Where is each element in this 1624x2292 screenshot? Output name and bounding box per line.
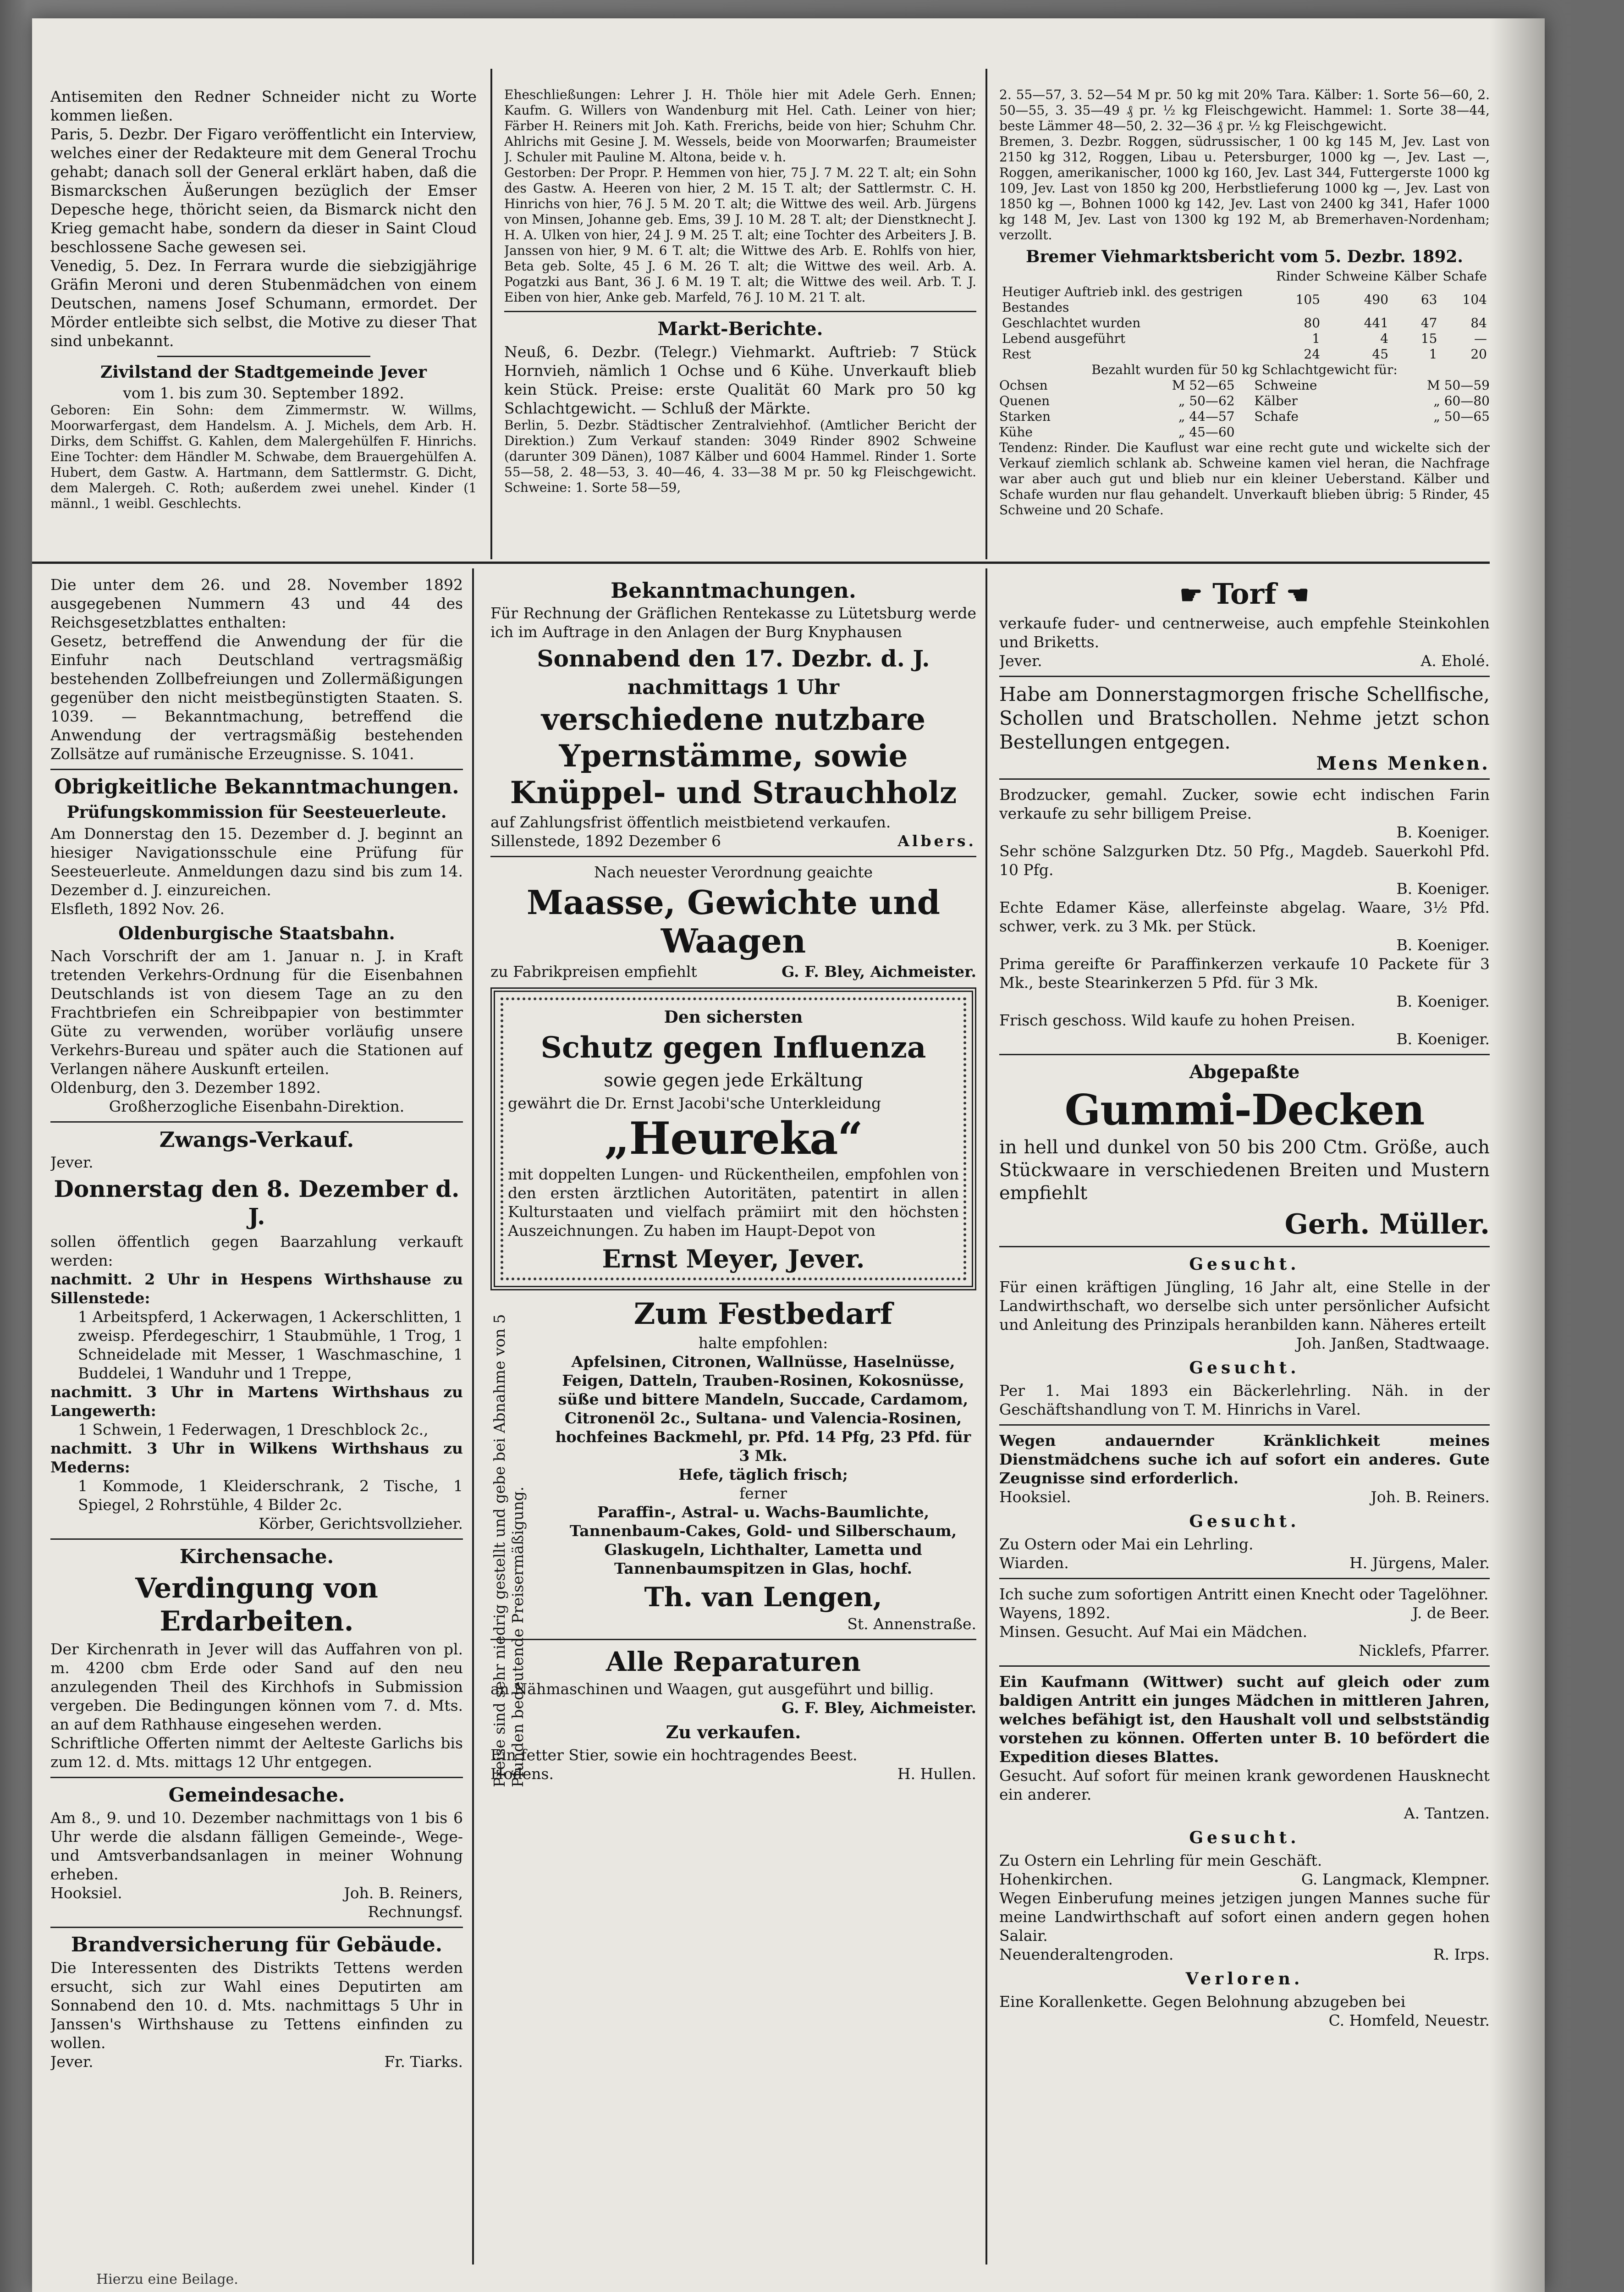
civil-subheading: vom 1. bis zum 30. September 1892. — [123, 384, 404, 402]
koeniger-signature: B. Koeniger. — [1396, 936, 1490, 954]
prices-left — [999, 378, 1235, 440]
animal: Kälber — [1254, 393, 1298, 408]
auction-terms: auf Zahlungsfrist öffentlich meistbietend verkaufen. — [490, 813, 891, 831]
civil-heading: Zivilstand der Stadtgemeinde Jever — [100, 363, 427, 382]
exam-commission-heading: Prüfungskommission für Seesteuerleute. — [66, 803, 447, 822]
forced-sale-date: Donnerstag den 8. Dezember d. J. — [54, 1175, 460, 1230]
divider — [999, 1246, 1490, 1247]
heureka-line: gewährt die Dr. Ernst Jacobi'sche Unterkleidung — [508, 1094, 881, 1112]
lost-signature: C. Homfeld, Neuestr. — [1328, 2011, 1490, 2029]
table-header: Kälber — [1394, 269, 1437, 284]
price: M 52—65 — [1172, 378, 1235, 393]
market-report-neuss: Neuß, 6. Dezbr. (Telegr.) Viehmarkt. Auftrieb: 7 Stück Hornvieh, nämlich 1 Ochse und 6 Kühe. Unverkauft blieb kein Stück. Preise: erste Qualität 60 Mark pro 50 kg Schlachtgewicht. — Schluß der Märkte. — [504, 343, 976, 417]
wanted-place: Wiarden. — [999, 1554, 1069, 1572]
cattle-table — [999, 269, 1490, 362]
heureka-sub: sowie gegen jede Erkältung — [604, 1070, 863, 1091]
column-rule — [490, 69, 492, 559]
koeniger-ad: Prima gereifte 6r Paraffinkerzen verkaufe 10 Packete für 3 Mk., beste Stearinkerzen 5 Pfd. für 3 Mk. — [999, 955, 1490, 992]
measures-signature: G. F. Bley, Aichmeister. — [782, 963, 976, 981]
divider — [999, 1424, 1490, 1426]
wanted-sign-row — [999, 1603, 1490, 1622]
marriages: Eheschließungen: Lehrer J. H. Thöle hier mit Adele Gerh. Ennen; Kaufm. G. Willers von Wandenburg mit Hel. Cath. Leiner von hier; Färber H. Reiners mit Joh. Kath. Frerichs, beide von hier; Schuhm Chr. Ahlrichs mit Gesine J. M. Wessels, beide von Moorwarfen; Braumeister J. Schuler mit Pauline M. Altona, beide v. h. — [504, 87, 976, 165]
wanted-heading: Gesucht. — [1189, 1828, 1300, 1847]
divider — [50, 769, 463, 770]
wanted-signature: J. de Beer. — [1412, 1604, 1490, 1622]
fire-insurance-place: Jever. — [50, 2053, 94, 2071]
wanted-place: Hooksiel. — [999, 1488, 1071, 1506]
section-rule — [32, 562, 1490, 564]
repairs-signature: G. F. Bley, Aichmeister. — [782, 1699, 976, 1717]
price: „ 50—62 — [1178, 393, 1235, 408]
festbedarf-side-note: Preise sind sehr niedrig gestellt und gebe bei Abnahme von 5 Pfunden bedeutende Preisermäßigung. — [490, 1314, 527, 1787]
repairs-heading: Alle Reparaturen — [606, 1646, 861, 1677]
divider — [999, 1054, 1490, 1055]
rubber-pre: Abgepaßte — [1189, 1061, 1300, 1083]
divider — [999, 676, 1490, 677]
wanted-place: Wayens, 1892. — [999, 1604, 1111, 1622]
festbedarf-sub: halte empfohlen: — [698, 1334, 828, 1352]
for-sale-text: Ein fetter Stier, sowie ein hochtragendes Beest. — [490, 1746, 858, 1764]
heureka-pre: Den sichersten — [664, 1008, 803, 1027]
divider — [50, 1927, 463, 1928]
fire-insurance-sign-row — [50, 2052, 463, 2071]
heureka-name: „Heureka“ — [604, 1113, 863, 1164]
wanted-signature: H. Jürgens, Maler. — [1349, 1554, 1490, 1572]
wanted-text: Zu Ostern ein Lehrling für mein Geschäft. — [999, 1851, 1322, 1869]
auction-intro: Für Rechnung der Gräflichen Rentekasse zu Lütetsburg werde ich im Auftrage in den Anlagen der Burg Knyphausen — [490, 604, 976, 641]
announcements-heading: Bekanntmachungen. — [611, 578, 856, 603]
table-row — [999, 331, 1490, 347]
bailiff-signature: Körber, Gerichtsvollzieher. — [259, 1515, 463, 1532]
lost-heading: Verloren. — [1185, 1969, 1304, 1989]
festbedarf-shop: Th. van Lengen, — [644, 1581, 882, 1613]
koeniger-ad: Echte Edamer Käse, allerfeinste abgelag. Waare, 3½ Pfd. schwer, verk. zu 3 Mk. per Stück. — [999, 898, 1490, 935]
auction-items: 1 Arbeitspferd, 1 Ackerwagen, 1 Ackerschlitten, 1 zweisp. Pferdegeschirr, 1 Staubmühle, 1 Trog, 1 Schneidelade mit Messer, 1 Waschmaschine, 1 Buddelei, 1 Wanduhr und 1 Treppe, — [78, 1308, 463, 1382]
wanted-sign-row — [999, 1488, 1490, 1506]
table-row — [999, 284, 1490, 315]
table-header: Rinder — [1276, 269, 1321, 284]
peat-heading-row — [999, 577, 1490, 612]
rubber-heading: Gummi-Decken — [1064, 1085, 1425, 1135]
festbedarf-items-2: Paraffin-, Astral- u. Wachs-Baumlichte, Tannenbaum-Cakes, Gold- und Silberschaum, Glaskugeln, Lichthalter, Lametta und Tannenbaumspitzen in Glas, hochf. — [569, 1503, 957, 1577]
table-cell: 1 — [1312, 331, 1321, 346]
auction-items: 1 Kommode, 1 Kleiderschrank, 2 Tische, 1 Spiegel, 2 Rohrstühle, 4 Bilder 2c. — [78, 1477, 463, 1514]
wanted-text: Gesucht. Auf sofort für meinen krank gewordenen Hausknecht ein anderer. — [999, 1767, 1490, 1803]
divider — [490, 1639, 976, 1640]
table-cell: 20 — [1470, 347, 1487, 362]
peat-sign-row — [999, 651, 1490, 670]
auction-location: nachmitt. 2 Uhr in Hespens Wirthshause zu Sillenstede: — [50, 1270, 463, 1307]
festbedarf-items: Apfelsinen, Citronen, Wallnüsse, Haselnüsse, Feigen, Datteln, Trauben-Rosinen, Kokosnüsse, süße und bittere Mandeln, Succade, Cardamom, Citronenöl 2c., Sultana- und Valencia-Rosinen, hochfeines Backmehl, pr. Pfd. 14 Pfg, 23 Pfd. für 3 Mk. — [555, 1353, 971, 1465]
wanted-signature: Joh. B. Reiners. — [1371, 1488, 1490, 1506]
news-item: Venedig, 5. Dez. In Ferrara wurde die siebzigjährige Gräfin Meroni und deren Stubenmädchen von einem Deutschen, namens Josef Schumann, ermordet. Der Mörder entleibte sich selbst, die Motive zu dieser That sind unbekannt. — [50, 257, 477, 350]
wanted-text: Wegen Einberufung meines jetzigen jungen Mannes suche für meine Landwirthschaft auf sofort einen andern gegen hohen Salair. — [999, 1889, 1490, 1945]
news-item: Antisemiten den Redner Schneider nicht zu Worte kommen ließen. — [50, 88, 477, 124]
column-rule — [985, 69, 987, 559]
wanted-signature: Joh. Janßen, Stadtwaage. — [1296, 1334, 1490, 1352]
koeniger-ad: Frisch geschoss. Wild kaufe zu hohen Preisen. — [999, 1011, 1355, 1029]
divider — [504, 311, 976, 312]
wanted-signature: A. Tantzen. — [1404, 1804, 1490, 1822]
koeniger-ad: Sehr schöne Salzgurken Dtz. 50 Pfg., Magdeb. Sauerkohl Pfd. 10 Pfg. — [999, 842, 1490, 879]
wanted-heading: Gesucht. — [1189, 1255, 1300, 1274]
divider — [490, 856, 976, 857]
divider — [50, 1121, 463, 1123]
municipal-signature: Joh. B. Reiners, — [344, 1884, 463, 1902]
wanted-signature: G. Langmack, Klempner. — [1301, 1870, 1490, 1888]
table-cell: 4 — [1380, 331, 1389, 346]
peat-place: Jever. — [999, 652, 1042, 670]
wanted-place: Hohenkirchen. — [999, 1870, 1113, 1888]
koeniger-signature: B. Koeniger. — [1396, 992, 1490, 1010]
merchant-ad: Ein Kaufmann (Wittwer) sucht auf gleich oder zum baldigen Antritt ein junges Mädchen in mittleren Jahren, welches befähigt ist, den Haushalt voll und selbstständig vorstehen zu können. Offerten unter B. 10 befördert die Expedition dieses Blattes. — [999, 1673, 1490, 1766]
animal: Starken — [999, 409, 1051, 424]
column-1-top — [50, 87, 477, 555]
railway-notice: Nach Vorschrift der am 1. Januar n. J. in Kraft tretenden Verkehrs-Ordnung für die Eisenbahnen Deutschlands ist von diesem Tage an zu den Frachtbriefen ein Schreibpapier von bestimmter Güte zu verwenden, worüber vorläufig unsere Verkehrs-Bureau und später auch die Stationen auf Verlangen nähere Auskunft erteilen. — [50, 947, 463, 1078]
prices-paid — [999, 378, 1490, 440]
railway-signature: Großherzogliche Eisenbahn-Direktion. — [109, 1097, 405, 1115]
auction-items: 1 Schwein, 1 Federwagen, 1 Dreschblock 2c., — [78, 1421, 429, 1438]
heureka-shop: Ernst Meyer, Jever. — [602, 1244, 865, 1273]
table-header-row — [999, 269, 1490, 284]
wanted-signature: Nicklefs, Pfarrer. — [1359, 1642, 1490, 1659]
wanted-heading: Gesucht. — [1189, 1358, 1300, 1377]
table-row — [999, 315, 1490, 331]
table-cell: 24 — [1304, 347, 1321, 362]
rubber-signature: Gerh. Müller. — [1284, 1208, 1490, 1240]
earthwork-heading: Verdingung von Erdarbeiten. — [135, 1572, 378, 1637]
measures-intro: Nach neuester Verordnung geaichte — [594, 863, 873, 881]
civil-register: Geboren: Ein Sohn: dem Zimmermstr. W. Willms, Moorwarfergast, dem Handelsm. A. J. Michels, dem Arb. H. Dirks, dem Schiffst. G. Kahlen, dem Malergehülfen F. Hinrichs. Eine Tochter: dem Händler M. Schwabe, dem Brauergehülfen A. Hubert, dem Gastw. A. Hartmann, dem Sattlermstr. G. Dicht, dem Malergeh. C. Roth; außerdem zwei unehel. Kinder (1 männl., 1 weibl. Geschlechts. — [50, 402, 477, 511]
column-3-top — [999, 87, 1490, 555]
table-cell: Geschlachtet wurden — [1002, 315, 1141, 331]
divider — [999, 1665, 1490, 1667]
wanted-signature: R. Irps. — [1433, 1945, 1490, 1963]
for-sale-heading: Zu verkaufen. — [666, 1722, 801, 1742]
cattle-market-heading: Bremer Viehmarktsbericht vom 5. Dezbr. 1892. — [1026, 247, 1463, 266]
divider — [50, 1538, 463, 1540]
price: „ 60—80 — [1433, 393, 1490, 408]
festbedarf-heading: Zum Festbedarf — [633, 1297, 893, 1331]
heureka-headline: Schutz gegen Influenza — [540, 1030, 926, 1065]
table-cell: 490 — [1364, 292, 1389, 307]
auction-location: nachmitt. 3 Uhr in Wilkens Wirthshaus zu Mederns: — [50, 1439, 463, 1476]
peat-heading: Torf — [1212, 577, 1277, 611]
wanted-text: Zu Ostern oder Mai ein Lehrling. — [999, 1535, 1254, 1553]
column-1-bottom — [50, 575, 463, 2267]
market-tendency: Tendenz: Rinder. Die Kauflust war eine recht gute und wickelte sich der Verkauf ziemlich schlank ab. Schweine kamen viel heran, die Nachfrage war aber auch gut und blieb nur ein kleiner Ueberstand. Kälber und Schafe wurden nur flau gehandelt. Unverkauft blieben übrig: 5 Rinder, 45 Schweine und 20 Schafe. — [999, 440, 1490, 518]
table-cell: 63 — [1420, 292, 1437, 307]
wanted-text: Ich suche zum sofortigen Antritt einen Knecht oder Tagelöhner. — [999, 1585, 1489, 1603]
heureka-text: mit doppelten Lungen- und Rückentheilen, empfohlen von den ersten ärztlichen Autoritäten, patentirt in allen Kulturstaaten und vielfach prämiirt mit den höchsten Auszeichnungen. Zu haben im Haupt-Depot von — [508, 1165, 959, 1240]
municipal-sign-row — [50, 1884, 463, 1902]
wanted-text: Minsen. Gesucht. Auf Mai ein Mädchen. — [999, 1623, 1308, 1641]
table-cell: 47 — [1420, 315, 1437, 331]
divider — [50, 1777, 463, 1778]
table-cell: 80 — [1304, 315, 1321, 331]
wanted-sign-row — [999, 1554, 1490, 1572]
fire-insurance-heading: Brandversicherung für Gebäude. — [71, 1933, 443, 1956]
wanted-text: Wegen andauernder Kränklichkeit meines Dienstmädchens suche ich auf sofort ein anderes. Gute Zeugnisse sind erforderlich. — [999, 1432, 1490, 1487]
exam-signature: Elsfleth, 1892 Nov. 26. — [50, 900, 225, 918]
rubber-text: in hell und dunkel von 50 bis 200 Ctm. Größe, auch Stückwaare in verschiedenen Breiten und Mustern empfiehlt — [999, 1137, 1490, 1204]
price: „ 50—65 — [1433, 409, 1490, 424]
pointing-hand-icon: ☛ — [1286, 580, 1310, 610]
table-header: Schweine — [1326, 269, 1389, 284]
railway-heading: Oldenburgische Staatsbahn. — [118, 923, 395, 943]
municipal-heading: Gemeindesache. — [168, 1784, 345, 1806]
koeniger-ad: Brodzucker, gemahl. Zucker, sowie echt indischen Farin verkaufe zu sehr billigem Preise. — [999, 786, 1490, 822]
forced-sale-heading: Zwangs-Verkauf. — [159, 1127, 354, 1152]
reichsgesetzblatt-contents: Gesetz, betreffend die Anwendung der für die Einfuhr nach Deutschland vertragsmäßig bestehenden Zollbefreiungen und Zollermäßigungen gegenüber den nicht meistbegünstigten Staaten. S. 1039. — Bekanntmachung, betreffend die Anwendung der vertragsmäßig bestehenden Zollsätze auf rumänische Erzeugnisse. S. 1041. — [50, 632, 463, 763]
price-report: 2. 55—57, 3. 52—54 M pr. 50 kg mit 20% Tara. Kälber: 1. Sorte 56—60, 2. 50—55, 3. 35—49 ₰ pr. ½ kg Fleischgewicht. Hammel: 1. Sorte 38—44, beste Lämmer 48—50, 2. 32—36 ₰ pr. ½ kg Fleischgewicht. — [999, 87, 1490, 133]
table-cell: 84 — [1470, 315, 1487, 331]
table-cell: 104 — [1462, 292, 1487, 307]
animal: Quenen — [999, 393, 1050, 408]
fish-ad: Habe am Donnerstagmorgen frische Schellfische, Schollen und Bratschollen. Nehme jetzt schon Bestellungen entgegen. — [999, 683, 1490, 753]
table-cell: Lebend ausgeführt — [1002, 331, 1126, 346]
pointing-hand-icon: ☛ — [1179, 580, 1203, 610]
peat-text: verkaufe fuder- und centnerweise, auch empfehle Steinkohlen und Briketts. — [999, 614, 1490, 651]
koeniger-signature: B. Koeniger. — [1396, 823, 1490, 841]
animal: Schafe — [1254, 409, 1299, 424]
auction-place: Sillenstede, 1892 Dezember 6 — [490, 832, 721, 850]
column-2-bottom — [490, 575, 976, 2267]
table-cell: 105 — [1295, 292, 1321, 307]
heureka-ad-frame — [490, 987, 976, 1290]
auction-goods: verschiedene nutzbare Ypernstämme, sowie Knüppel- und Strauchholz — [510, 701, 957, 810]
auction-sign-row — [490, 832, 976, 850]
animal: Kühe — [999, 424, 1033, 440]
bremen-report: Bremen, 3. Dezbr. Roggen, südrussischer, 1 00 kg 145 M, Jev. Last von 2150 kg 312, Roggen, Libau u. Petersburger, 1000 kg —, Jev. Last —, Roggen, amerikanischer, 1000 kg 160, Jev. Last 344, Futtergerste 1000 kg 109, Jev. Last von 1850 kg 200, Herbstlieferung 1000 kg —, Jev. Last von 1850 kg —, Bohnen 1000 kg 142, Jev. Last von 2400 kg 341, Hafer 1000 kg 148 M, Jev. Last von 1300 kg 192 M, ab Bremerhaven-Nordenham; verzollt. — [999, 134, 1490, 242]
koeniger-signature: B. Koeniger. — [1396, 1030, 1490, 1048]
wanted-sign-row — [999, 1945, 1490, 1964]
for-sale-signature: H. Hullen. — [897, 1765, 976, 1783]
earthwork-notice: Der Kirchenrath in Jever will das Auffahren von pl. m. 4200 cbm Erde oder Sand auf den neu anzulegenden Theil des Kirchhofs in Submission vergeben. Die Bedingungen können vom 7. d. Mts. an auf dem Rathhause eingesehen werden. — [50, 1640, 463, 1733]
table-cell: Heutiger Auftrieb inkl. des gestrigen Bestandes — [1002, 284, 1243, 315]
fire-insurance-notice: Die Interessenten des Distrikts Tettens werden ersucht, sich zur Wahl eines Deputirten am Sonnabend den 10. d. Mts. nachmittags 5 Uhr in Janssen's Wirthshause zu Tettens einfinden zu wollen. — [50, 1959, 463, 2052]
festbedarf-street: St. Annenstraße. — [847, 1615, 976, 1633]
reichsgesetzblatt-intro: Die unter dem 26. und 28. November 1892 ausgegebenen Nummern 43 und 44 des Reichsgesetzblattes enthalten: — [50, 576, 463, 631]
table-header — [999, 269, 1273, 284]
festbedarf-ferner: ferner — [739, 1484, 787, 1502]
divider — [157, 356, 370, 357]
divider — [999, 1578, 1490, 1579]
auction-location: nachmitt. 3 Uhr in Martens Wirthshaus zu Langewerth: — [50, 1383, 463, 1420]
auction-time: nachmittags 1 Uhr — [627, 676, 840, 699]
forced-sale-sub: sollen öffentlich gegen Baarzahlung verkauft werden: — [50, 1233, 463, 1269]
railway-place: Oldenburg, den 3. Dezember 1892. — [50, 1079, 321, 1096]
wanted-place: Neuenderaltengroden. — [999, 1945, 1174, 1963]
measures-text: zu Fabrikpreisen empfiehlt — [490, 963, 697, 981]
auction-date: Sonnabend den 17. Dezbr. d. J. — [537, 645, 930, 672]
municipal-title: Rechnungsf. — [368, 1903, 463, 1921]
fish-signature: Mens Menken. — [1316, 753, 1490, 774]
column-3-bottom — [999, 575, 1490, 2267]
table-cell: — — [1474, 331, 1487, 346]
wanted-sign-row — [999, 1870, 1490, 1889]
column-rule — [472, 568, 474, 2264]
exam-notice: Am Donnerstag den 15. Dezember d. J. beginnt an hiesiger Navigationsschule eine Prüfung für Seesteuerleute. Anmeldungen dazu sind bis zum 14. Dezember d. J. einzureichen. — [50, 825, 463, 899]
price: „ 45—60 — [1178, 424, 1235, 440]
for-sale-place: Hodens. — [490, 1765, 554, 1783]
price: M 50—59 — [1427, 378, 1490, 393]
wanted-text: Per 1. Mai 1893 ein Bäckerlehrling. Näh. in der Geschäftshandlung von T. M. Hinrichs in Varel. — [999, 1382, 1490, 1418]
price: „ 44—57 — [1178, 409, 1235, 424]
page-shadow — [1490, 18, 1545, 2292]
measures-heading: Maasse, Gewichte und Waagen — [526, 883, 940, 960]
market-heading: Markt-Berichte. — [657, 318, 823, 340]
table-cell: 441 — [1364, 315, 1389, 331]
table-row — [999, 347, 1490, 362]
repairs-text: an Nähmaschinen und Waagen, gut ausgeführt und billig. — [490, 1680, 934, 1698]
municipal-place: Hooksiel. — [50, 1884, 122, 1902]
table-cell: 15 — [1420, 331, 1437, 346]
animal: Ochsen — [999, 378, 1048, 393]
table-cell: 45 — [1372, 347, 1389, 362]
news-item: Paris, 5. Dezbr. Der Figaro veröffentlicht ein Interview, welches einer der Redakteure mit dem General Trochu gehabt; danach soll der General erklärt haben, daß die Bismarckschen Äußerungen bezüglich der Emser Depesche hege, thöricht seien, da Bismarck nicht den Krieg gemacht habe, sondern da dieser in Saint Cloud beschlossene Sache gewesen sei. — [50, 125, 477, 256]
church-heading: Kirchensache. — [179, 1545, 334, 1568]
prices-paid-label: Bezahlt wurden für 50 kg Schlachtgewicht für: — [1091, 362, 1398, 377]
divider — [999, 778, 1490, 780]
deaths: Gestorben: Der Propr. P. Hemmen von hier, 75 J. 7 M. 22 T. alt; ein Sohn des Gastw. A. Heeren von hier, 2 M. 15 T. alt; der Sattlermstr. C. H. Hinrichs von hier, 76 J. 5 M. 20 T. alt; die Wittwe des weil. Arb. Jürgens von Minsen, Johanne geb. Ems, 39 J. 10 M. 28 T. alt; der Dienstknecht J. H. A. Ulken von hier, 24 J. 9 M. 25 T. alt; eine Tochter des Arbeiters J. B. Janssen von hier, 9 M. 6 T. alt; die Wittwe des Arb. E. Rohlfs von hier, Beta geb. Solte, 45 J. 6 M. 26 T. alt; die Wittwe des weil. Arb. A. Pogatzki aus Bant, 36 J. 6 M. 19 T. alt; die Wittwe des weil. Arb. T. J. Eiben von hier, Anke geb. Marfeld, 76 J. 10 M. 21 T. alt. — [504, 165, 976, 305]
peat-signature: A. Eholé. — [1420, 652, 1490, 670]
lost-text: Eine Korallenkette. Gegen Belohnung abzugeben bei — [999, 1993, 1406, 2011]
municipal-notice: Am 8., 9. und 10. Dezember nachmittags von 1 bis 6 Uhr werde die alsdann fälligen Gemeinde-, Wege- und Amtsverbandsanlagen in meiner Wohnung erheben. — [50, 1809, 463, 1883]
earthwork-offers: Schriftliche Offerten nimmt der Aelteste Garlichs bis zum 12. d. Mts. mittags 12 Uhr entgegen. — [50, 1734, 463, 1771]
column-rule — [985, 568, 987, 2264]
animal: Schweine — [1254, 378, 1317, 393]
table-cell: Rest — [1002, 347, 1031, 362]
festbedarf-hefe: Hefe, täglich frisch; — [678, 1466, 848, 1483]
table-cell: 1 — [1429, 347, 1437, 362]
column-2-top — [504, 87, 976, 555]
wanted-heading: Gesucht. — [1189, 1512, 1300, 1531]
measures-sign-row — [490, 962, 976, 981]
fire-insurance-signature: Fr. Tiarks. — [384, 2053, 463, 2071]
wanted-text: Für einen kräftigen Jüngling, 16 Jahr alt, eine Stelle in der Landwirthschaft, wo derselbe sich unter persönlicher Aufsicht und Anleitung des Prinzipals heranbilden kann. Näheres erteilt — [999, 1278, 1490, 1333]
official-notices-heading: Obrigkeitliche Bekanntmachungen. — [54, 775, 459, 799]
newspaper-page — [32, 18, 1545, 2292]
table-header: Schafe — [1442, 269, 1487, 284]
for-sale-sign-row — [490, 1764, 976, 1783]
footer-note: Hierzu eine Beilage. — [96, 2271, 238, 2287]
prices-right — [1254, 378, 1490, 440]
koeniger-signature: B. Koeniger. — [1396, 880, 1490, 898]
market-report-berlin: Berlin, 5. Dezbr. Städtischer Zentralviehhof. (Amtlicher Bericht der Direktion.) Zum Verkauf standen: 3049 Rinder 8902 Schweine (darunter 309 Dänen), 1087 Kälber und 6004 Hammel. Rinder 1. Sorte 55—58, 2. 48—53, 3. 40—46, 4. 33—38 M pr. 50 kg Fleischgewicht. Schweine: 1. Sorte 58—59, — [504, 418, 976, 495]
forced-sale-place: Jever. — [50, 1153, 94, 1171]
auction-signature: Albers. — [897, 832, 976, 850]
